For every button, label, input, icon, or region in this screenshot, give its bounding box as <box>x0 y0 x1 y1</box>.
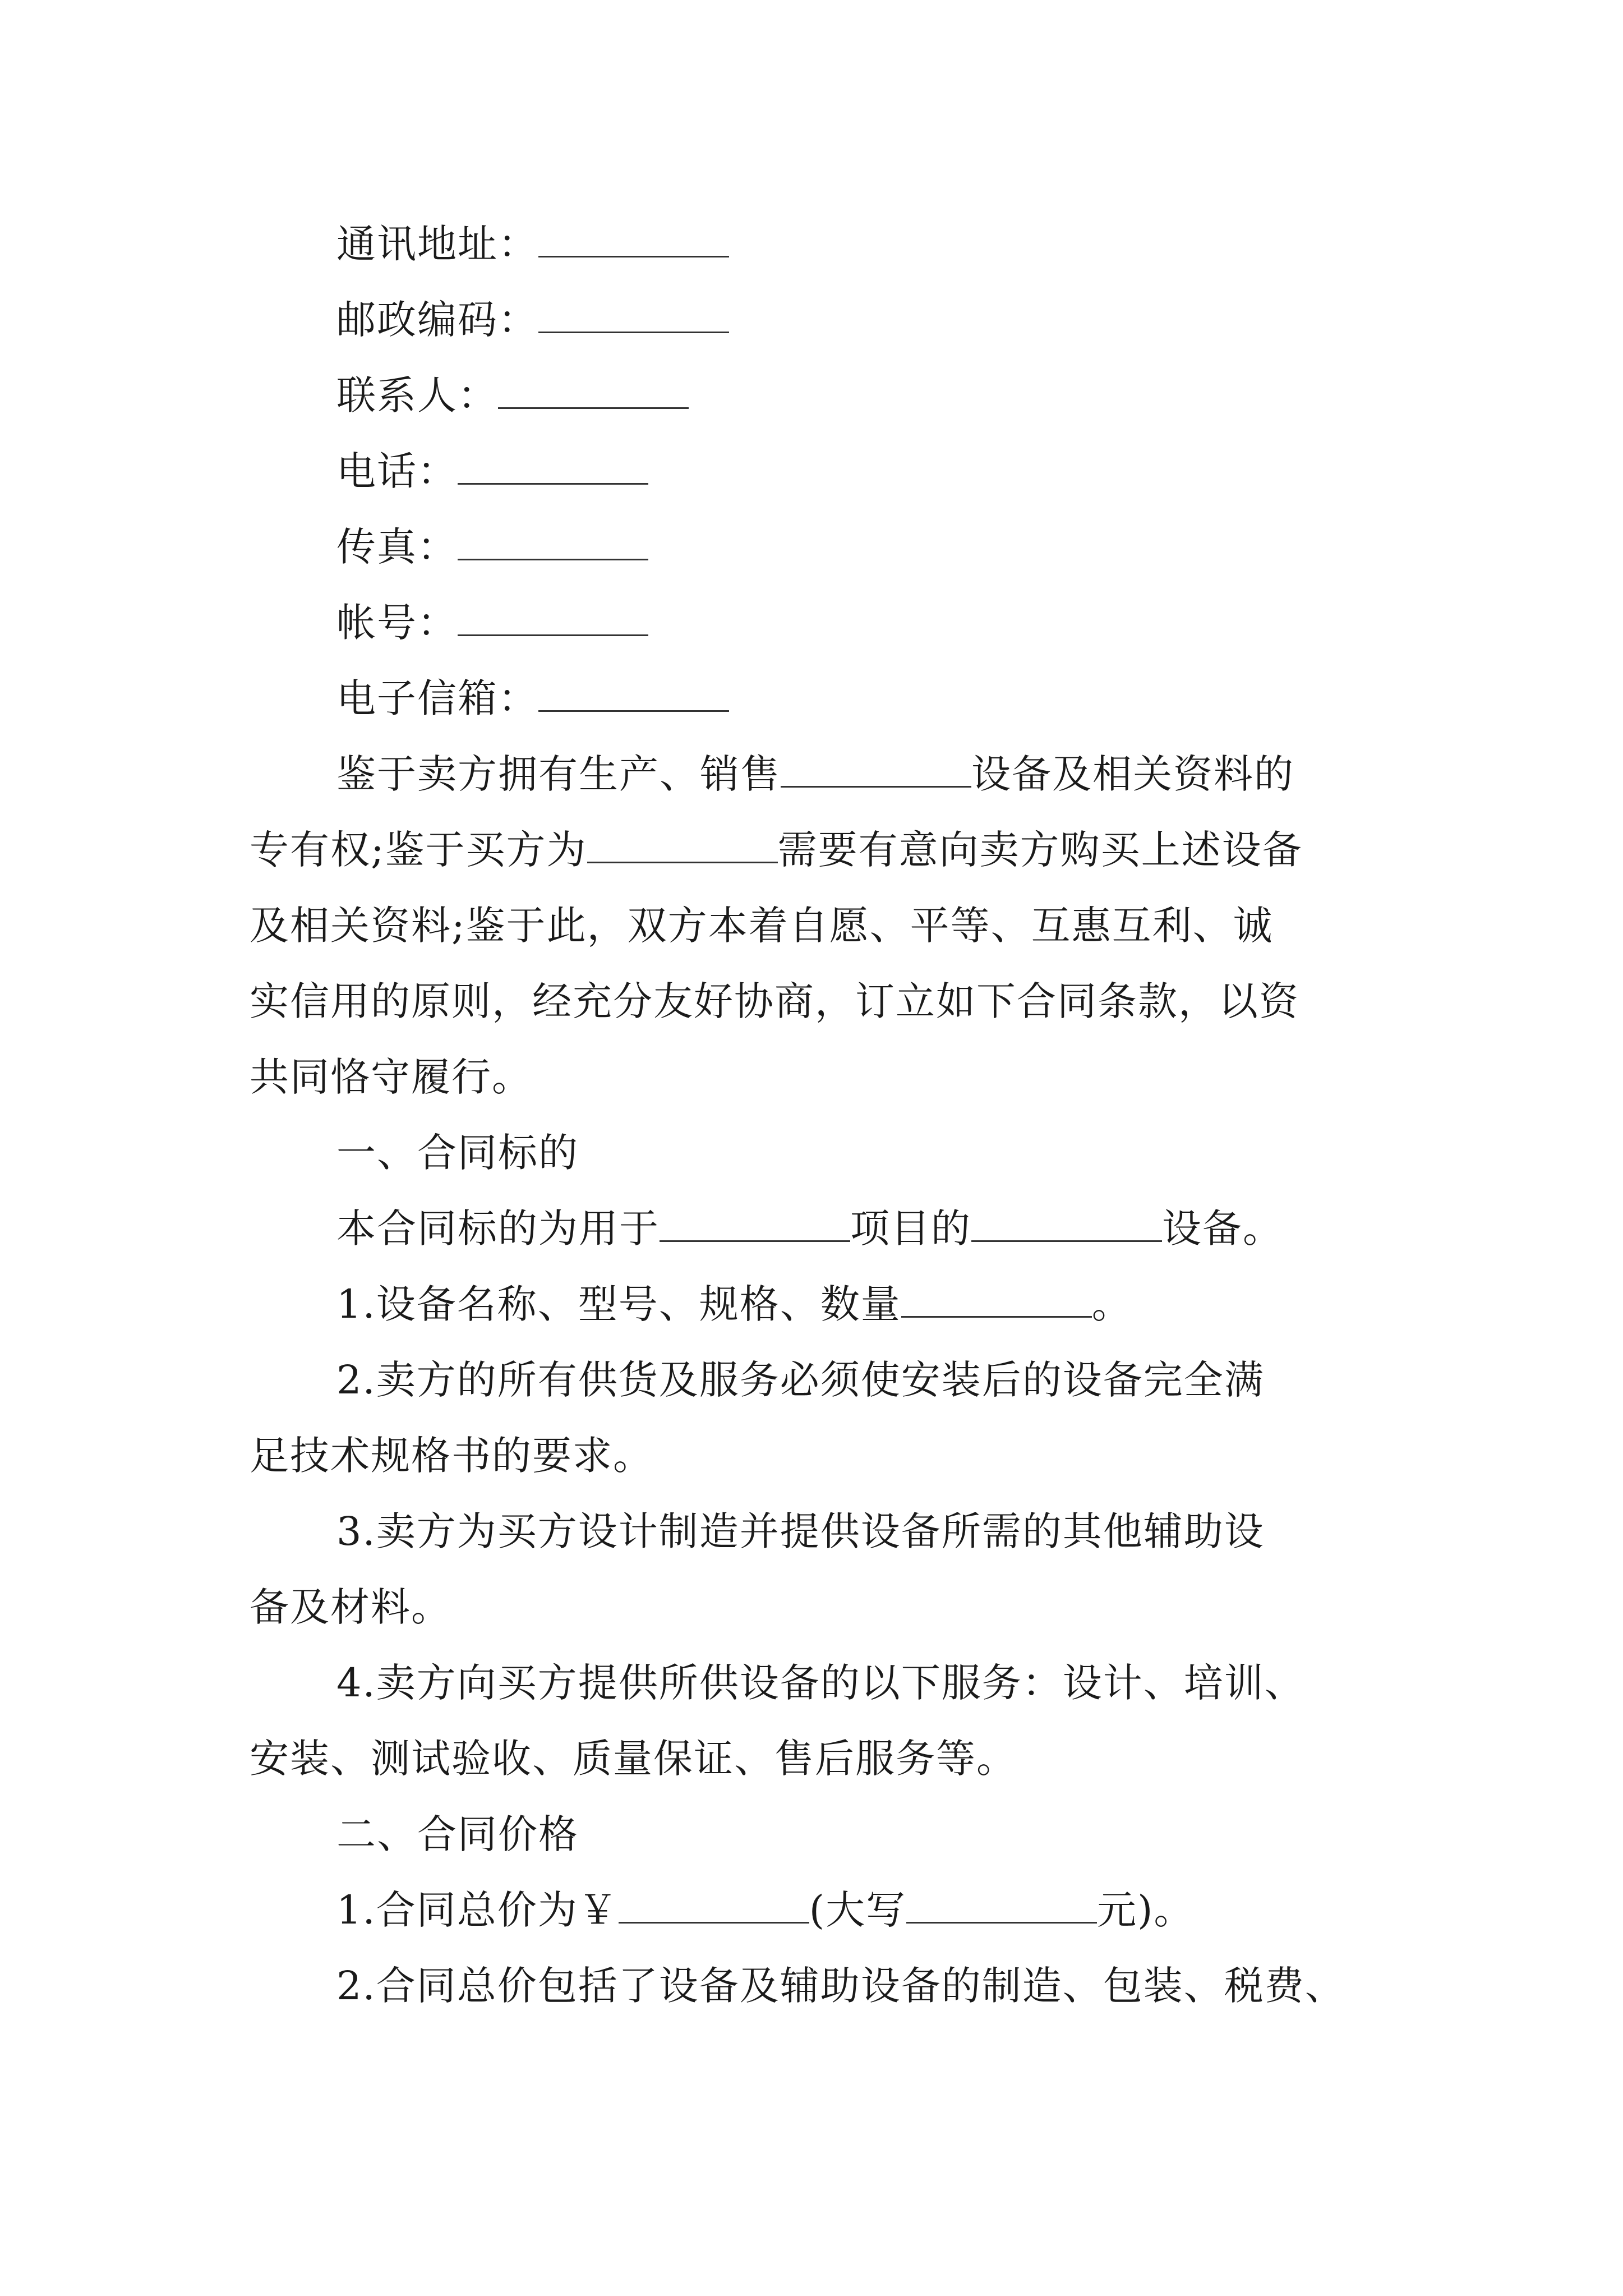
address-blank <box>538 217 729 257</box>
preamble-line-4: 实信用的原则，经充分友好协商，订立如下合同条款，以资 <box>250 978 1299 1024</box>
account-line <box>336 595 648 651</box>
email-label: 电子信箱： <box>336 675 538 721</box>
equipment-spec-blank <box>901 1277 1092 1318</box>
preamble-text: 需要有意向卖方购买上述设备 <box>777 827 1303 873</box>
address-label: 通讯地址： <box>336 221 538 267</box>
account-blank <box>458 595 648 636</box>
preamble-line-2 <box>250 822 1303 878</box>
section-1-intro <box>336 1200 1283 1257</box>
price-words-blank <box>906 1883 1097 1924</box>
email-line <box>336 670 729 726</box>
section-1-item-3-line-1: 3.卖方为买方设计制造并提供设备所需的其他辅助设 <box>336 1508 1265 1554</box>
section-1-heading: 一、合同标的 <box>336 1130 579 1176</box>
postcode-blank <box>538 292 729 333</box>
section-1-item-4-line-2: 安装、测试验收、质量保证、售后服务等。 <box>250 1736 1017 1782</box>
section-1-item-2-line-1: 2.卖方的所有供货及服务必须使安装后的设备完全满 <box>336 1357 1265 1403</box>
clause-text: 设备。 <box>1162 1205 1283 1251</box>
equipment-blank <box>971 1201 1162 1242</box>
section-1-item-1 <box>336 1276 1132 1332</box>
clause-text: 元)。 <box>1097 1887 1195 1933</box>
preamble-line-3: 及相关资料;鉴于此，双方本着自愿、平等、互惠互利、诚 <box>250 903 1274 949</box>
clause-text: 。 <box>1091 1281 1132 1327</box>
purpose-blank <box>587 822 778 863</box>
fax-line <box>336 519 648 575</box>
clause-text: 1.设备名称、型号、规格、数量 <box>336 1281 901 1327</box>
phone-label: 电话： <box>336 448 458 494</box>
preamble-text: 专有权;鉴于买方为 <box>250 827 587 873</box>
clause-text: 1.合同总价为￥ <box>336 1887 619 1933</box>
clause-text: (大写 <box>809 1887 907 1933</box>
clause-text: 项目的 <box>850 1205 971 1251</box>
fax-blank <box>458 519 648 560</box>
address-line <box>336 216 729 272</box>
preamble-text: 设备及相关资料的 <box>971 751 1294 797</box>
phone-blank <box>458 444 648 485</box>
section-1-item-4-line-1: 4.卖方向买方提供所供设备的以下服务：设计、培训、 <box>336 1660 1305 1706</box>
postcode-line <box>336 292 729 348</box>
phone-line <box>336 443 648 499</box>
fax-label: 传真： <box>336 524 458 570</box>
section-2-item-1 <box>336 1882 1194 1938</box>
section-1-item-2-line-2: 足技术规格书的要求。 <box>250 1433 653 1479</box>
preamble-line-1 <box>336 746 1294 802</box>
email-blank <box>538 671 729 712</box>
section-2-heading: 二、合同价格 <box>336 1811 579 1857</box>
contact-person-label: 联系人： <box>336 372 498 418</box>
clause-text: 本合同标的为用于 <box>336 1205 660 1251</box>
section-1-item-3-line-2: 备及材料。 <box>250 1584 451 1630</box>
postcode-label: 邮政编码： <box>336 297 538 343</box>
preamble-text: 鉴于卖方拥有生产、销售 <box>336 751 781 797</box>
contact-person-blank <box>498 368 689 409</box>
section-2-item-2-line-1: 2.合同总价包括了设备及辅助设备的制造、包装、税费、 <box>336 1963 1345 2009</box>
account-label: 帐号： <box>336 600 458 646</box>
project-blank <box>660 1201 850 1242</box>
product-blank <box>781 747 971 788</box>
price-number-blank <box>619 1883 809 1924</box>
preamble-line-5: 共同恪守履行。 <box>250 1054 532 1100</box>
contact-person-line <box>336 367 689 424</box>
